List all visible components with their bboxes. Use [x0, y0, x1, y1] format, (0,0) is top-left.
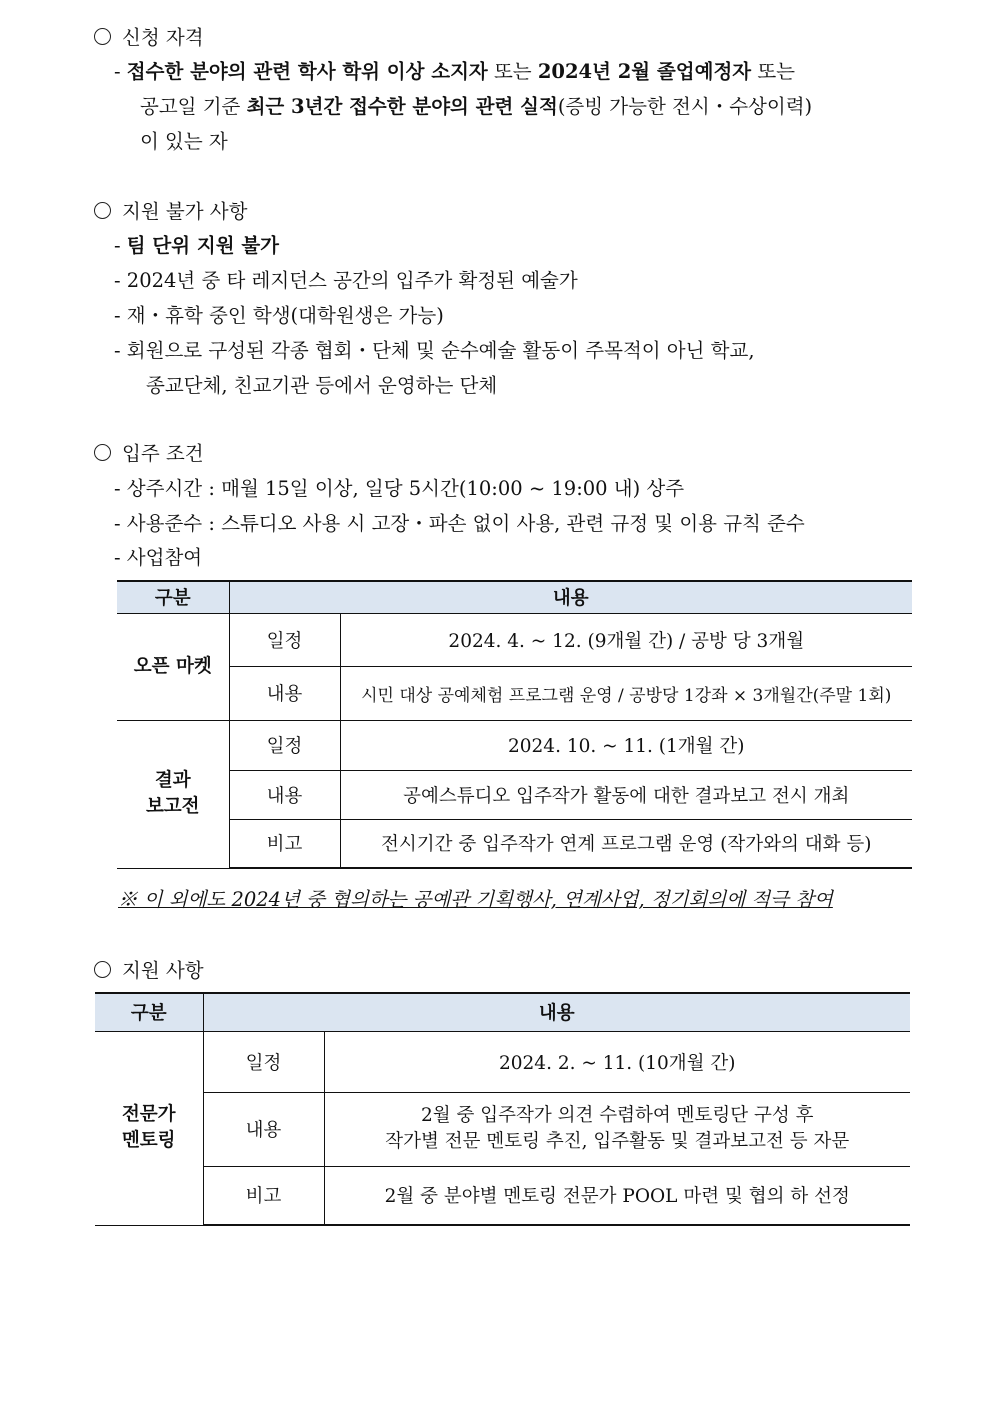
- cell-value: 2월 중 분야별 멘토링 전문가 POOL 마련 및 협의 하 선정: [324, 1166, 910, 1225]
- text: 공고일 기준: [140, 95, 247, 118]
- row-label: 일정: [229, 613, 340, 666]
- header-content: 내용: [203, 993, 910, 1031]
- circle-bullet-icon: [94, 444, 111, 461]
- circle-bullet-icon: [94, 28, 111, 45]
- bold-text: 접수한 분야의 관련 학사 학위 이상 소지자: [126, 60, 488, 83]
- ineligible-item: - 2024년 중 타 레지던스 공간의 입주가 확정된 예술가: [114, 269, 578, 292]
- row-label: 비고: [229, 819, 340, 868]
- heading-text: 입주 조건: [122, 442, 204, 465]
- cat-line: 멘토링: [121, 1130, 176, 1151]
- content-line: 작가별 전문 멘토링 추진, 입주활동 및 결과보고전 등 자문: [385, 1131, 850, 1152]
- support-table: [95, 992, 910, 1226]
- eligibility-line-2: [140, 91, 812, 119]
- ineligible-item-continued: 종교단체, 친교기관 등에서 운영하는 단체: [146, 374, 498, 397]
- bold-text: 팀 단위 지원 불가: [126, 234, 280, 257]
- section-heading-eligibility: [94, 22, 204, 50]
- category-result-exhibition: [117, 720, 229, 868]
- text: (증빙 가능한 전시・수상이력): [557, 95, 813, 118]
- heading-text: 신청 자격: [122, 26, 204, 49]
- cat-line: 전문가: [121, 1104, 176, 1125]
- text: 상주시간 : 매월 15일 이상, 일당 5시간(10:00 ~ 19:00 내) 상주: [126, 477, 685, 500]
- text: 2024년 중 타 레지던스 공간의 입주가 확정된 예술가: [126, 269, 578, 292]
- category-open-market: 오픈 마켓: [117, 613, 229, 720]
- heading-text: 지원 사항: [122, 959, 204, 982]
- condition-item: - 사용준수 : 스튜디오 사용 시 고장・파손 없이 사용, 관련 규정 및 이용 규칙 준수: [114, 512, 805, 535]
- participation-table: [117, 580, 912, 869]
- ineligible-item: - 팀 단위 지원 불가: [114, 234, 280, 257]
- cell-value: 2024. 2. ~ 11. (10개월 간): [324, 1031, 910, 1092]
- section-heading-conditions: [94, 438, 204, 466]
- header-content: 내용: [229, 581, 912, 613]
- row-label: 비고: [203, 1166, 324, 1225]
- condition-item: - 사업참여: [114, 546, 203, 569]
- row-label: 일정: [229, 720, 340, 770]
- bold-text: 최근 3년간 접수한 분야의 관련 실적: [246, 95, 558, 118]
- eligibility-line-3: 이 있는 자: [140, 130, 228, 153]
- text: 또는: [487, 60, 538, 83]
- category-mentoring: [95, 1031, 203, 1225]
- eligibility-line-1: [114, 56, 795, 84]
- text: 사용준수 : 스튜디오 사용 시 고장・파손 없이 사용, 관련 규정 및 이용 규칙 준수: [126, 512, 805, 535]
- bold-text: 2024년 2월 졸업예정자: [537, 60, 752, 83]
- row-label: 일정: [203, 1031, 324, 1092]
- ineligible-item: - 재・휴학 중인 학생(대학원생은 가능): [114, 304, 444, 327]
- cell-value: 시민 대상 공예체험 프로그램 운영 / 공방당 1강좌 × 3개월간(주말 1회): [340, 666, 912, 720]
- section-heading-support: [94, 955, 204, 983]
- text: 회원으로 구성된 각종 협회・단체 및 순수예술 활동이 주목적이 아닌 학교,: [126, 339, 755, 362]
- cat-line: 보고전: [145, 796, 200, 817]
- cell-value: 공예스튜디오 입주작가 활동에 대한 결과보고 전시 개최: [340, 770, 912, 819]
- ineligible-item: - 회원으로 구성된 각종 협회・단체 및 순수예술 활동이 주목적이 아닌 학교,: [114, 339, 755, 362]
- dash: -: [114, 60, 121, 83]
- content-line: 2월 중 입주작가 의견 수렴하여 멘토링단 구성 후: [421, 1105, 814, 1126]
- text: 재・휴학 중인 학생(대학원생은 가능): [126, 304, 444, 327]
- condition-item: - 상주시간 : 매월 15일 이상, 일당 5시간(10:00 ~ 19:00 내) 상주: [114, 477, 685, 500]
- section-heading-ineligible: [94, 196, 247, 224]
- text: 사업참여: [126, 546, 203, 569]
- cell-value: 2024. 4. ~ 12. (9개월 간) / 공방 당 3개월: [340, 613, 912, 666]
- cell-value: [324, 1092, 910, 1166]
- participation-note: ※ 이 외에도 2024년 중 협의하는 공예관 기획행사, 연계사업, 정기회의에 적극 참여: [118, 888, 833, 911]
- row-label: 내용: [229, 666, 340, 720]
- header-category: 구분: [95, 993, 203, 1031]
- row-label: 내용: [203, 1092, 324, 1166]
- cell-value: 전시기간 중 입주작가 연계 프로그램 운영 (작가와의 대화 등): [340, 819, 912, 868]
- heading-text: 지원 불가 사항: [122, 200, 248, 223]
- circle-bullet-icon: [94, 202, 111, 219]
- text: 또는: [751, 60, 795, 83]
- cell-value: 2024. 10. ~ 11. (1개월 간): [340, 720, 912, 770]
- circle-bullet-icon: [94, 961, 111, 978]
- row-label: 내용: [229, 770, 340, 819]
- header-category: 구분: [117, 581, 229, 613]
- cat-line: 결과: [154, 770, 191, 791]
